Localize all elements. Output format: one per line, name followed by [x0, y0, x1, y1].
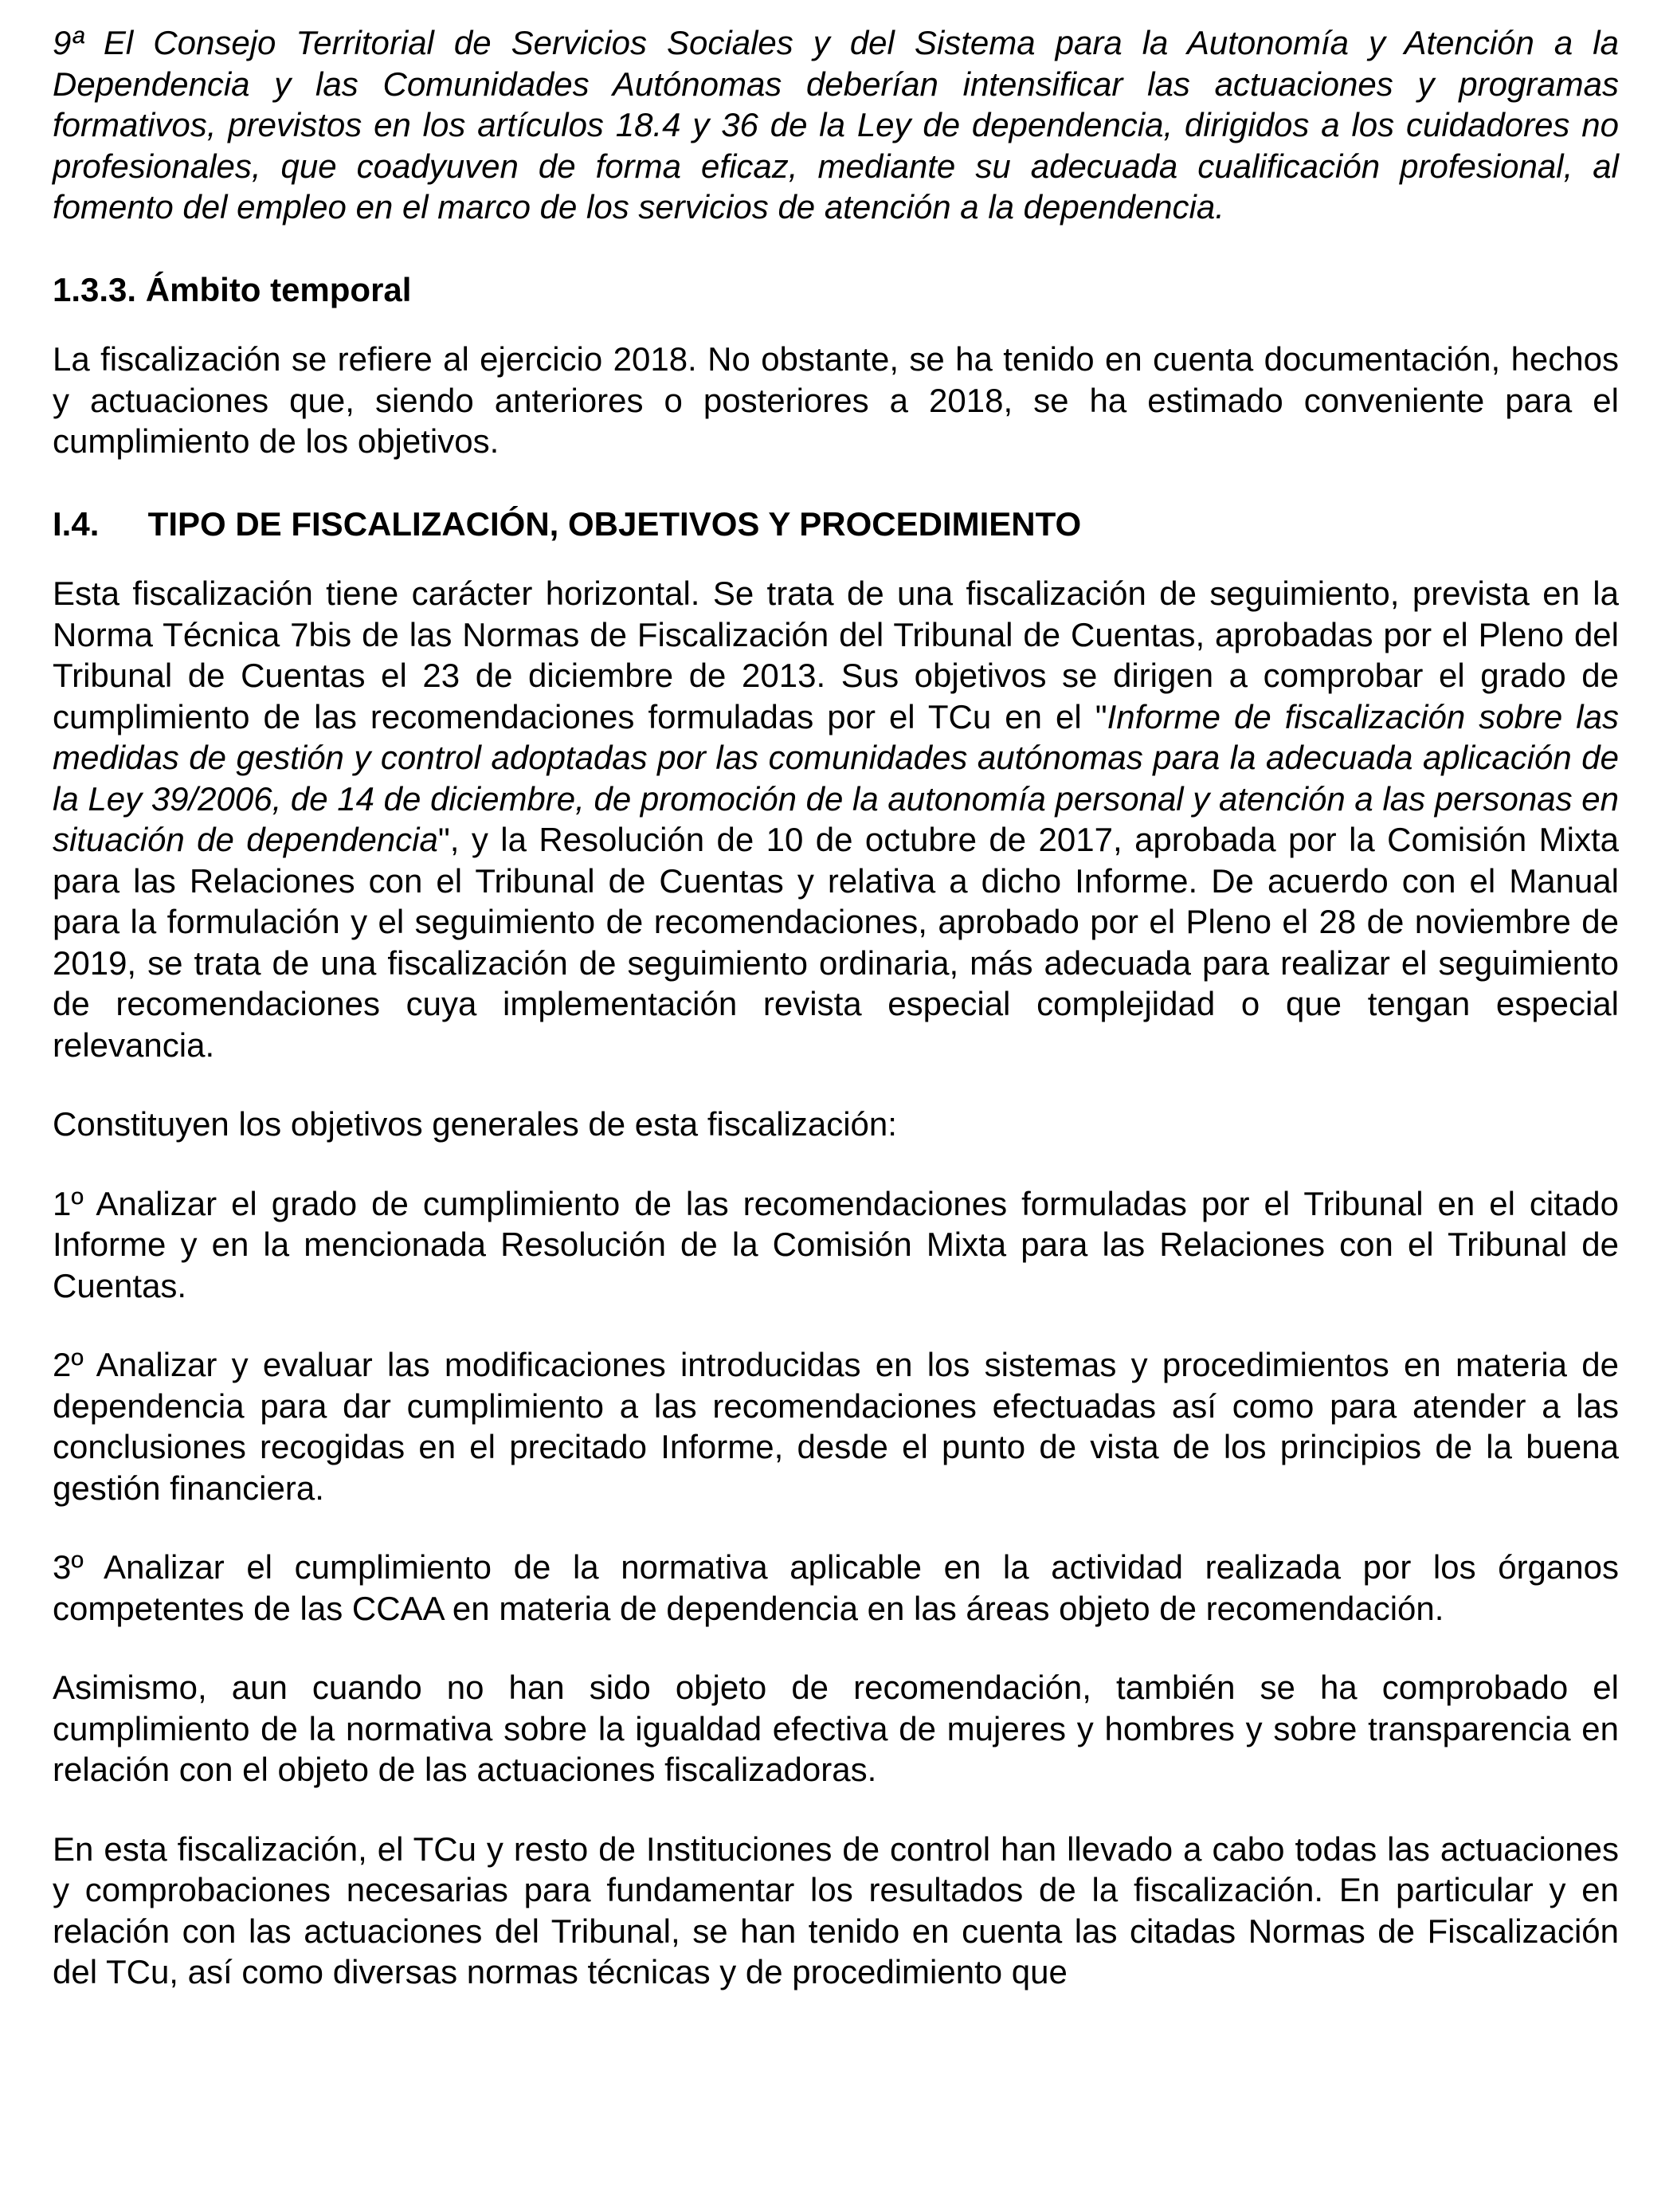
objective-2: 2º Analizar y evaluar las modificaciones introducidas en los sistemas y procedimientos en materia de dependencia para dar cumplimiento a las recomendaciones efectuadas así como para atender a las conclusiones recogidas en el precitado Informe, desde el punto de vista de los principios de la buena gestión financiera.	[53, 1346, 1619, 1507]
objectives-intro: Constituyen los objetivos generales de esta fiscalización:	[53, 1105, 897, 1143]
section-1-4-paragraph-1	[53, 573, 1619, 1065]
section-1-3-3-body: La fiscalización se refiere al ejercicio 2018. No obstante, se ha tenido en cuenta documentación, hechos y actuaciones que, siendo anteriores o posteriores a 2018, se ha estimado conveniente para el cumplimiento de los objetivos.	[53, 340, 1619, 460]
asimismo-paragraph: Asimismo, aun cuando no han sido objeto de recomendación, también se ha comprobado el cumplimiento de la normativa sobre la igualdad efectiva de mujeres y hombres y sobre transparencia en relación con el objeto de las actuaciones fiscalizadoras.	[53, 1669, 1619, 1788]
section-1-4-number: I.4.	[53, 504, 100, 543]
objective-1: 1º Analizar el grado de cumplimiento de las recomendaciones formuladas por el Tribunal en el citado Informe y en la mencionada Resolución de la Comisión Mixta para las Relaciones con el Tribunal de Cuentas.	[53, 1184, 1619, 1304]
recommendation-9-paragraph: 9ª El Consejo Territorial de Servicios Sociales y del Sistema para la Autonomía y Atención a la Dependencia y las Comunidades Autónomas deberían intensificar las actuaciones y programas formativos, previstos en los artículos 18.4 y 36 de la Ley de dependencia, dirigidos a los cuidadores no profesionales, que coadyuven de forma eficaz, mediante su adecuada cualificación profesional, al fomento del empleo en el marco de los servicios de atención a la dependencia.	[53, 24, 1619, 226]
paragraph-1-text-end: ", y la Resolución de 10 de octubre de 2017, aprobada por la Comisión Mixta para las Relaciones con el Tribunal de Cuentas y relativa a dicho Informe. De acuerdo con el Manual para la formulación y el seguimiento de recomendaciones, aprobado por el Pleno el 28 de noviembre de 2019, se trata de una fiscalización de seguimiento ordinaria, más adecuada para realizar el seguimiento de recomendaciones cuya implementación revista especial complejidad o que tengan especial relevancia.	[53, 821, 1619, 1064]
section-1-4-heading	[53, 504, 1619, 545]
section-1-4-title: TIPO DE FISCALIZACIÓN, OBJETIVOS Y PROCEDIMIENTO	[147, 504, 1082, 543]
section-1-3-3-heading	[53, 269, 1619, 311]
document-page	[53, 22, 1619, 1993]
objective-3: 3º Analizar el cumplimiento de la normativa aplicable en la actividad realizada por los órganos competentes de las CCAA en materia de dependencia en las áreas objeto de recomendación.	[53, 1548, 1619, 1627]
cited-report-title: Informe de fiscalización sobre las medidas de gestión y control adoptadas por las comunidades autónomas para la adecuada aplicación de la Ley 39/2006, de 14 de diciembre, de promoción de la autonomía personal y atención a las personas en situación de dependencia	[53, 697, 1619, 858]
paragraph-1-text-start: Esta fiscalización tiene carácter horizontal. Se trata de una fiscalización de seguimiento, prevista en la Norma Técnica 7bis de las Normas de Fiscalización del Tribunal de Cuentas, aprobadas por el Pleno del Tribunal de Cuentas el 23 de diciembre de 2013. Sus objetivos se dirigen a comprobar el grado de cumplimiento de las recomendaciones formuladas por el TCu en el "	[53, 575, 1619, 735]
section-1-3-3-number: 1.3.3.	[53, 270, 137, 308]
final-paragraph: En esta fiscalización, el TCu y resto de Instituciones de control han llevado a cabo todas las actuaciones y comprobaciones necesarias para fundamentar los resultados de la fiscalización. En particular y en relación con las actuaciones del Tribunal, se han tenido en cuenta las citadas Normas de Fiscalización del TCu, así como diversas normas técnicas y de procedimiento que	[53, 1830, 1619, 1990]
section-1-3-3-title: Ámbito temporal	[145, 270, 412, 308]
